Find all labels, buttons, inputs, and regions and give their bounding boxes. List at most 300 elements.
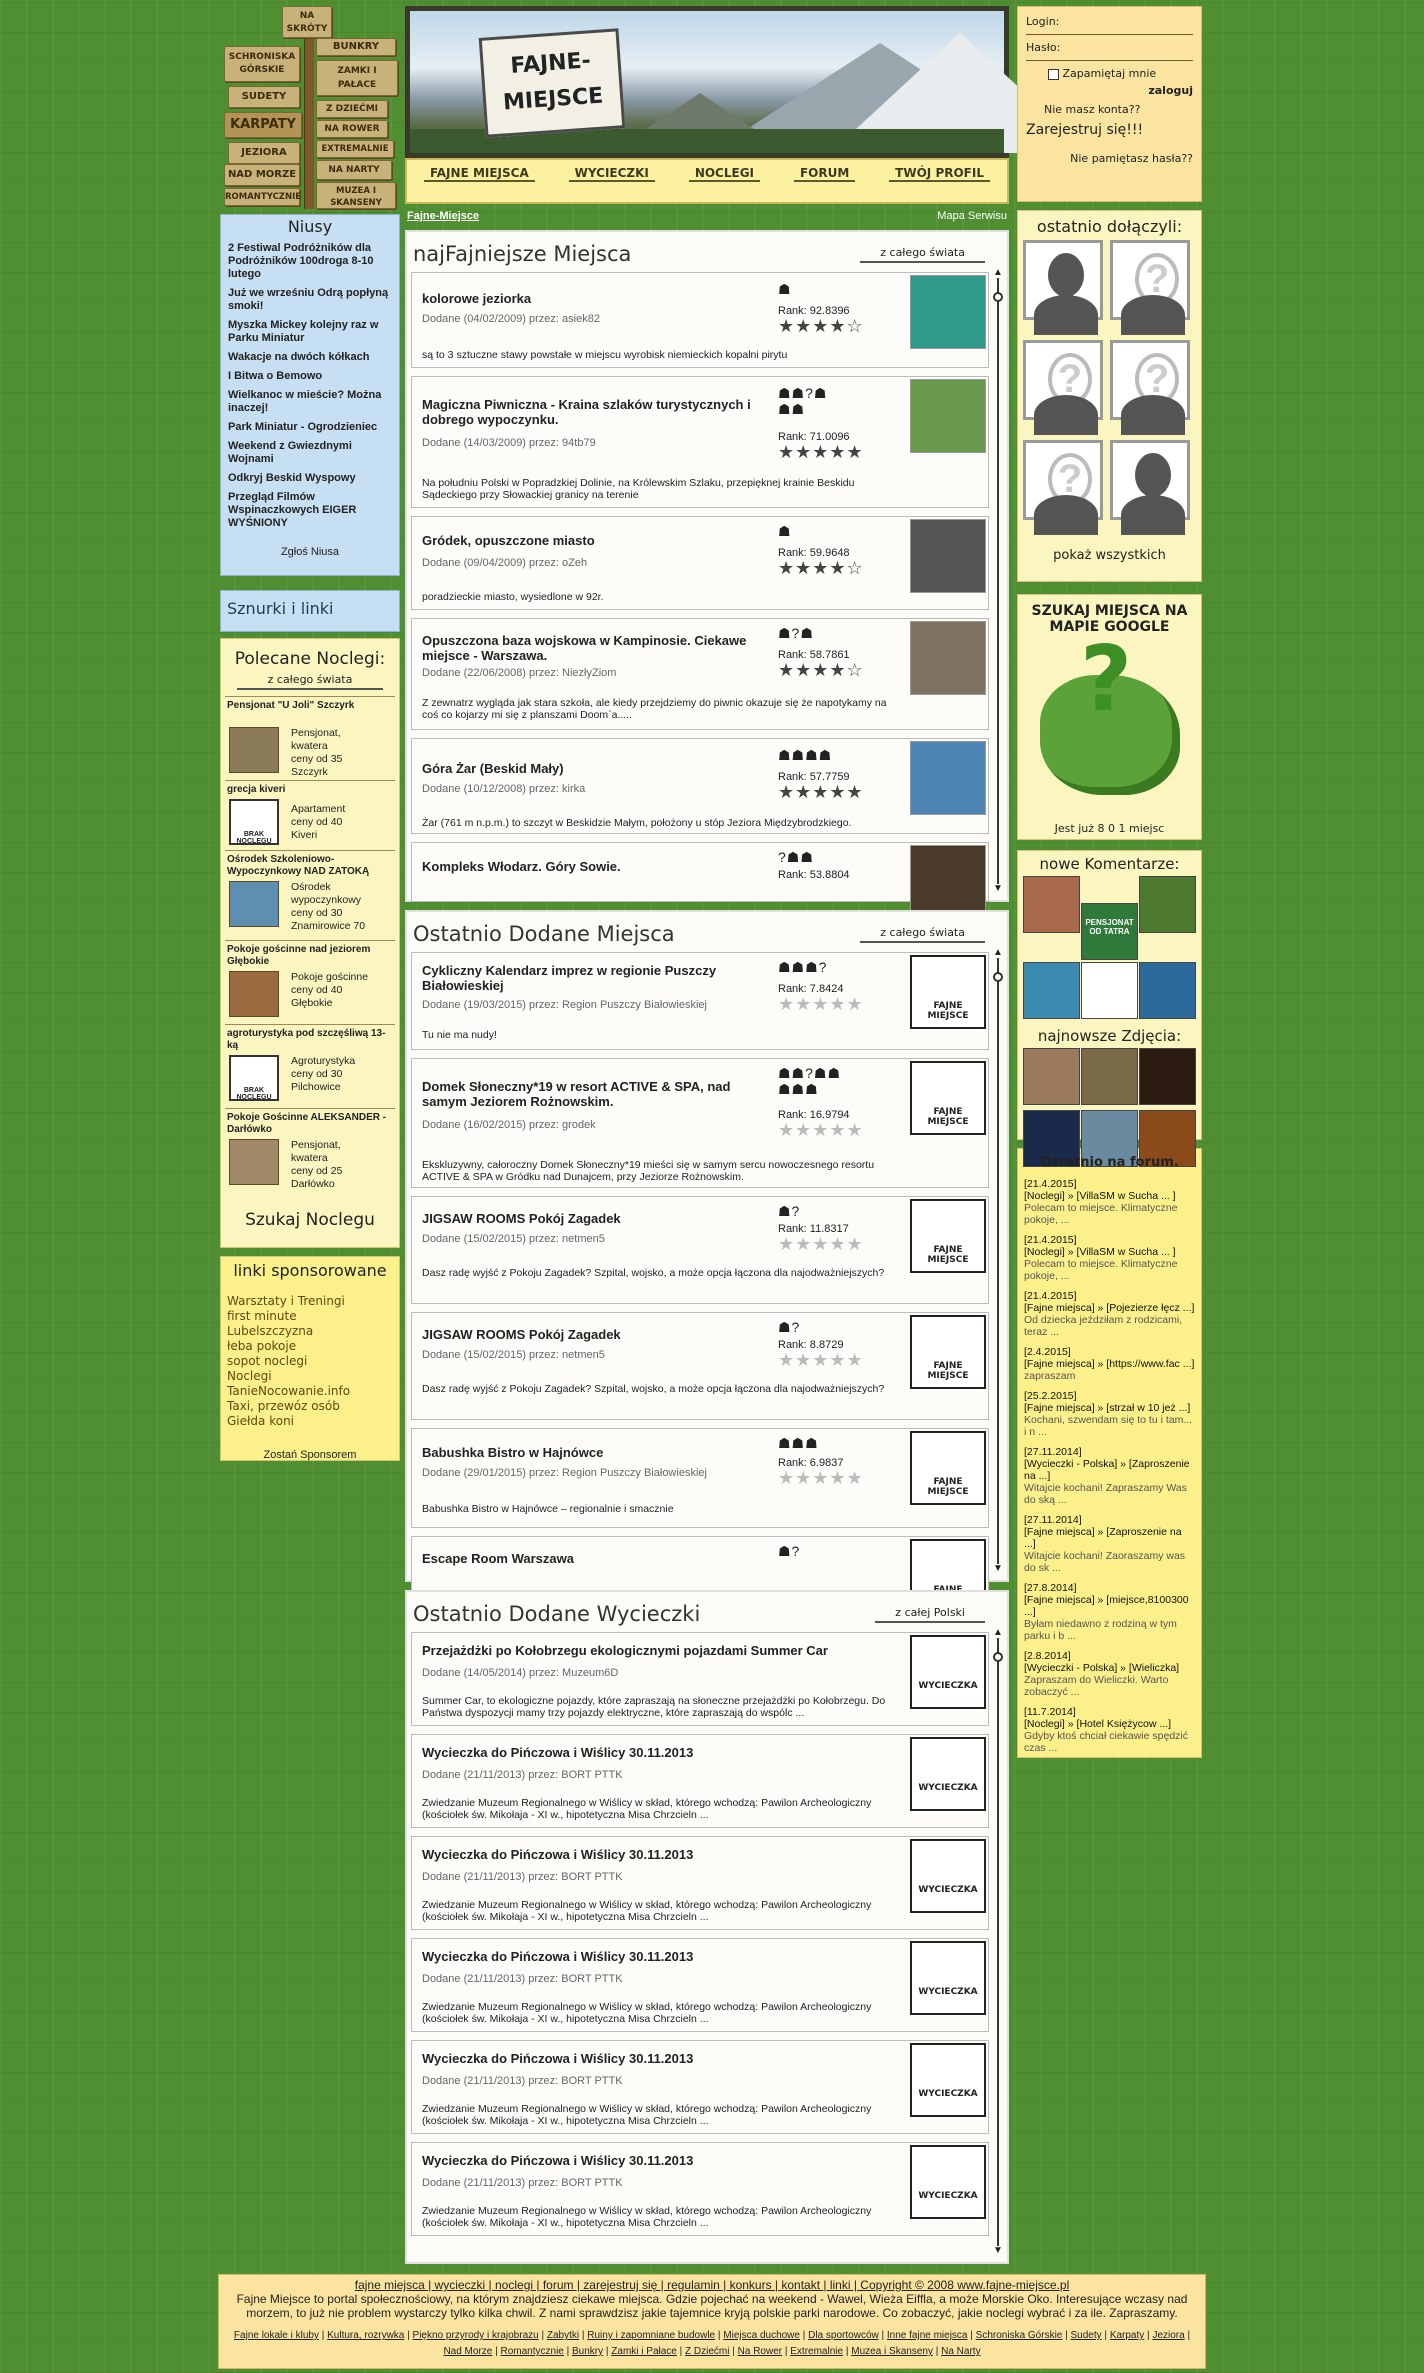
places-count: Jest już 8 0 1 miejsc (1054, 822, 1165, 835)
signpost-pole (304, 16, 314, 209)
separator: | (563, 2346, 573, 2357)
place-entry[interactable] (411, 376, 989, 508)
user-avatar[interactable] (1023, 440, 1105, 540)
sponsored-link[interactable]: Giełda koni (227, 1414, 295, 1428)
separator: | (404, 2330, 413, 2341)
lodging-item[interactable] (225, 780, 395, 850)
category-icons: ☗ (778, 281, 792, 297)
nav-sign-jeziora[interactable]: JEZIORA (228, 142, 300, 164)
nav-sign-bunkry[interactable]: BUNKRY (316, 38, 396, 56)
trip-meta: Dodane (21/11/2013) przez: BORT PTTK (422, 2075, 623, 2087)
forum-item[interactable]: [11.7.2014] [Noclegi] » [Hotel Księżycow ...] Gdyby ktoś chciał ciekawie spędzić czas ... (1024, 1706, 1188, 1754)
lodging-name: Ośrodek Szkoleniowo-Wypoczynkowy NAD ZATOKĄ (227, 854, 370, 877)
place-entry[interactable] (411, 842, 989, 902)
separator: | (538, 2330, 547, 2341)
lodging-photo (229, 971, 279, 1017)
place-entry[interactable] (411, 1196, 989, 1304)
avatar-placeholder (1110, 240, 1190, 320)
lodging-name: Pokoje gościnne nad jeziorem Głębokie (227, 944, 371, 967)
best-scrollbar[interactable]: ▲ ▼ (993, 267, 1003, 894)
footer-category-link[interactable]: Muzea i Skanseny (851, 2346, 933, 2357)
star-rating: ★★★★☆ (778, 558, 864, 578)
nav-sign-karpaty[interactable]: KARPATY (224, 112, 302, 138)
news-item[interactable]: Wielkanoc w mieście? Można inaczej! (228, 389, 382, 414)
footer-category-link[interactable]: Extremalnie (790, 2346, 844, 2357)
place-photo[interactable] (910, 275, 986, 349)
lodging-info: Ośrodek wypoczynkowy ceny od 30 Znamirowice 70 (291, 881, 366, 932)
site-footer (218, 2274, 1206, 2369)
trip-meta: Dodane (21/11/2013) przez: BORT PTTK (422, 1769, 623, 1781)
place-title[interactable]: Escape Room Warszawa (422, 1551, 574, 1566)
place-entry[interactable] (411, 618, 989, 730)
forum-item[interactable]: [21.4.2015] [Fajne miejsca] » [Pojezierze łęcz ...] Od dziecka jeździłam z rodzicami, teraz ... (1024, 1290, 1195, 1338)
separator: | (729, 2346, 738, 2357)
separator: | (1062, 2330, 1071, 2341)
separator: | (492, 2346, 501, 2357)
place-photo[interactable] (910, 379, 986, 453)
left-column (220, 214, 400, 1461)
lodging-photo (229, 727, 279, 773)
lodging-photo (229, 1139, 279, 1185)
lodging-item[interactable] (225, 850, 395, 940)
search-lodging-link[interactable]: Szukaj Noclegu (245, 1210, 375, 1230)
remember-row (1048, 67, 1193, 80)
footer-about: Fajne Miejsce to portal społecznościowy, na którym znajdziesz ciekawe miejsca. Gdzie pojechać na weekend - Wawel, Wieża Eiffla, a może Morskie Oko. Interesujące wczasy nad morzem, to już nie problem wystarczy tylko kilka chwil. Z nami sprawdzisz jakie tajemnice kryją polskie parki narodowe. Co zobaczyć, jakie noclegi wybrać i za ile. Zapraszamy. (236, 2292, 1188, 2320)
forum-item[interactable]: [27.11.2014] [Wycieczki - Polska] » [Zaproszenie na ...] Witajcie kochani! Zapraszamy Was do ską ... (1024, 1446, 1190, 1506)
login-label: Login: (1026, 15, 1060, 28)
menu-forum[interactable]: FORUM (794, 166, 855, 182)
forum-item[interactable]: [21.4.2015] [Noclegi] » [VillaSM w Sucha ... ] Polecam to miejsce. Klimatyczne pokoje, ... (1024, 1178, 1178, 1226)
avatar-placeholder (1023, 340, 1103, 420)
separator: | (579, 2330, 588, 2341)
footer-category-link[interactable]: Zamki i Pałace (611, 2346, 677, 2357)
nav-sign-sudety[interactable]: SUDETY (228, 86, 300, 108)
login-box (1017, 6, 1202, 202)
lodging-item[interactable] (225, 696, 395, 780)
place-meta: Dodane (14/03/2009) przez: 94tb79 (422, 437, 596, 449)
menu-wycieczki[interactable]: WYCIECZKI (569, 166, 655, 182)
trips-scrollbar[interactable]: ▲ ▼ (993, 1627, 1003, 2256)
latest-trips-filter[interactable]: z całej Polski (875, 1606, 985, 1623)
photo-thumb[interactable] (1139, 1048, 1196, 1105)
menu-fajne-miejsca[interactable]: FAJNE MIEJSCA (424, 166, 535, 182)
comment-thumb[interactable] (1023, 876, 1080, 933)
footer-category-link[interactable]: Fajne lokale i kluby (233, 2330, 319, 2341)
lodging-name: agroturystyka pod szczęśliwą 13-ką (227, 1028, 386, 1051)
place-desc: Tu nie ma nudy! (422, 1029, 497, 1041)
sponsored-link[interactable]: Noclegi TanieNocowanie.info (227, 1369, 351, 1398)
category-icons: ?☗☗ (778, 849, 814, 865)
category-icons: ☗☗☗☗ (778, 747, 833, 763)
trip-desc: Zwiedzanie Muzeum Regionalnego w Wiślicy w skład, którego wchodzą: Pawilon Archeologiczny (kościołek św. Mikołaja - XI w., hipotetyczna Misa Chrzcieln ... (422, 1797, 872, 1821)
comment-thumb[interactable] (1139, 876, 1196, 933)
forum-latest (1017, 1148, 1202, 1758)
separator: | (1144, 2330, 1153, 2341)
place-title[interactable]: Góra Żar (Beskid Mały) (422, 761, 564, 776)
forum-item[interactable]: [21.4.2015] [Noclegi] » [VillaSM w Sucha ... ] Polecam to miejsce. Klimatyczne pokoje, ... (1024, 1234, 1178, 1282)
place-title[interactable]: Babushka Bistro w Hajnówce (422, 1445, 604, 1460)
place-desc: poradzieckie miasto, wysiedlone w 92r. (422, 591, 604, 603)
place-title[interactable]: Opuszczona baza wojskowa w Kampinosie. Ciekawe miejsce - Warszawa. (422, 633, 747, 663)
footer-category-link[interactable]: Na Narty (941, 2346, 981, 2357)
star-rating: ★★★★★ (778, 442, 864, 462)
footer-category-link[interactable]: Na Rower (737, 2346, 783, 2357)
place-rank: Rank: 8.8729 (778, 1339, 844, 1351)
sponsored-link[interactable]: Lubelszczyzna (227, 1324, 314, 1338)
trip-placeholder[interactable]: WYCIECZKA (910, 1839, 986, 1913)
place-meta: Dodane (19/03/2015) przez: Region Puszczy Białowieskiej (422, 999, 707, 1011)
best-places-title: najFajniejsze Miejsca (413, 242, 632, 266)
place-entry[interactable] (411, 1428, 989, 1528)
place-entry[interactable] (411, 738, 989, 834)
comment-thumb[interactable] (1023, 962, 1080, 1019)
nav-sign-z-dziecmi[interactable]: Z DZIEĆMI (316, 100, 388, 118)
news-item[interactable]: Myszka Mickey kolejny raz w Parku Miniatur (228, 319, 379, 344)
sponsored-title: linki sponsorowane (233, 1261, 387, 1280)
register-link[interactable]: Zarejestruj się!!! (1026, 122, 1144, 138)
news-item[interactable]: Przegląd Filmów Wspinaczkowych EIGER WYŚNIONY (228, 491, 357, 529)
lodging-placeholder: BRAK NOCLEGU (229, 799, 279, 845)
place-meta: Dodane (09/04/2009) przez: oZeh (422, 557, 588, 569)
latest-places-title: Ostatnio Dodane Miejsca (413, 922, 675, 946)
place-photo[interactable] (910, 845, 986, 919)
trip-placeholder[interactable]: WYCIECZKA (910, 1941, 986, 2015)
photo-thumb[interactable] (1081, 1048, 1138, 1105)
report-news-link[interactable]: Zgłoś Niusa (280, 546, 340, 558)
place-desc: Dasz radę wyjść z Pokoju Zagadek? Szpital, wojsko, a może opcja łączona dla najodważniejszych? (422, 1383, 885, 1395)
main-menu (405, 158, 1009, 204)
menu-profil[interactable]: TWÓJ PROFIL (889, 166, 990, 182)
forum-item[interactable]: [2.8.2014] [Wycieczki - Polska] » [Wieliczka] Zapraszam do Wieliczki. Warto zobaczyć ... (1024, 1650, 1180, 1698)
place-title[interactable]: JIGSAW ROOMS Pokój Zagadek (422, 1327, 621, 1342)
trip-placeholder[interactable]: WYCIECZKA (910, 2145, 986, 2219)
trip-title[interactable]: Wycieczka do Pińczowa i Wiślicy 30.11.2013 (422, 2153, 694, 2168)
place-placeholder[interactable]: FAJNE MIEJSCE (910, 1061, 986, 1135)
forum-item[interactable]: [27.8.2014] [Fajne miejsca] » [miejsce,8100300 ...] Byłam niedawno z rodziną w tym parku i b ... (1024, 1582, 1189, 1642)
footer-category-link[interactable]: Zabytki (546, 2330, 580, 2341)
news-item[interactable]: Weekend z Gwiezdnymi Wojnami (228, 440, 352, 465)
comment-thumb[interactable] (1081, 962, 1138, 1019)
category-icons: ☗? (778, 1319, 801, 1335)
remember-label: Zapamiętaj mnie (1062, 67, 1157, 80)
latest-places-filter[interactable]: z całego świata (860, 926, 985, 943)
place-desc: Na południu Polski w Popradzkiej Dolinie, na Królewskim Szlaku, przepięknej krainie Beskidu Sądeckiego przy Słowackiej granicy na terenie (422, 477, 855, 501)
place-desc: są to 3 sztuczne stawy powstałe w miejscu wyrobisk niemieckich kopalni pirytu (422, 349, 788, 361)
lodging-info: Apartament ceny od 40 Kiveri (291, 803, 346, 841)
sponsored-link[interactable]: first minute (227, 1309, 297, 1323)
footer-category-link[interactable]: Ruiny i zapomniane budowle (587, 2330, 716, 2341)
password-input[interactable] (1066, 39, 1176, 54)
news-item[interactable]: Wakacje na dwóch kółkach (228, 351, 370, 363)
sponsored-link[interactable]: Taxi, przewóz osób (227, 1399, 340, 1413)
trip-title[interactable]: Przejażdżki po Kołobrzegu ekologicznymi pojazdami Summer Car (422, 1643, 828, 1658)
category-icons: ☗ (778, 523, 792, 539)
place-entry[interactable] (411, 952, 989, 1050)
lodging-info: Agroturystyka ceny od 30 Pilchowice (291, 1055, 356, 1093)
place-title[interactable]: Domek Słoneczny*19 w resort ACTIVE & SPA, nad samym Jeziorem Rożnowskim. (422, 1079, 731, 1109)
comments-title: nowe Komentarze: (1039, 855, 1180, 873)
photos-title: najnowsze Zdjęcia: (1037, 1027, 1182, 1045)
nav-sign-extremalnie[interactable]: EXTREMALNIE (316, 140, 394, 158)
separator: | (603, 2346, 612, 2357)
sponsored-link[interactable]: sopot noclegi (227, 1354, 308, 1368)
place-desc: Dasz radę wyjść z Pokoju Zagadek? Szpital, wojsko, a może opcja łączona dla najodważniejszych? (422, 1267, 885, 1279)
nav-sign-romantycznie[interactable]: ROMANTYCZNIE (224, 188, 300, 206)
breadcrumb-home[interactable]: Fajne-Miejsce (407, 210, 480, 222)
separator: | (1101, 2330, 1110, 2341)
place-placeholder[interactable]: FAJNE MIEJSCE (910, 1431, 986, 1505)
place-desc: Żar (761 m n.p.m.) to szczyt w Beskidzie Małym, położony u stóp Jeziora Międzybrodzkiego. (422, 817, 852, 829)
separator: | (318, 2330, 328, 2341)
comment-thumb[interactable]: PENSJONAT OD TATRA (1081, 903, 1138, 960)
lodging-item[interactable] (225, 1108, 395, 1204)
login-button[interactable]: zaloguj (1148, 84, 1193, 97)
star-rating: ★★★★★ (778, 782, 864, 802)
trip-meta: Dodane (14/05/2014) przez: Muzeum6D (422, 1667, 619, 1679)
lodging-info: Pensjonat, kwatera ceny od 25 Darłówko (291, 1139, 343, 1190)
footer-categories (229, 2328, 1195, 2360)
place-entry[interactable] (411, 1312, 989, 1420)
trip-placeholder[interactable]: WYCIECZKA (910, 1737, 986, 1811)
become-sponsor-link[interactable]: Zostań Sponsorem (263, 1449, 357, 1461)
place-meta: Dodane (15/02/2015) przez: netmen5 (422, 1349, 605, 1361)
forgot-password-link[interactable]: Nie pamiętasz hasła?? (1070, 152, 1193, 165)
lodging-filter[interactable]: z całego świata (237, 673, 383, 690)
menu-noclegi[interactable]: NOCLEGI (689, 166, 760, 182)
forum-item[interactable]: [27.11.2014] [Fajne miejsca] » [Zaproszenie na ...] Witajcie kochani! Zaoraszamy was do sk ... (1024, 1514, 1186, 1574)
place-placeholder[interactable]: FAJNE MIEJSCE (910, 955, 986, 1029)
place-entry[interactable] (411, 516, 989, 610)
place-placeholder[interactable]: FAJNE MIEJSCE (910, 1199, 986, 1273)
footer-category-link[interactable]: Kultura, rozrywka (327, 2330, 405, 2341)
nav-sign-nad-morze[interactable]: NAD MORZE (224, 164, 300, 186)
sitemap-link[interactable]: Mapa Serwisu (937, 210, 1007, 222)
trip-desc: Zwiedzanie Muzeum Regionalnego w Wiślicy w skład, którego wchodzą: Pawilon Archeologiczny (kościołek św. Mikołaja - XI w., hipotetyczna Misa Chrzcieln ... (422, 2103, 872, 2127)
avatar-placeholder (1110, 340, 1190, 420)
user-avatar[interactable] (1110, 340, 1192, 440)
place-desc: Z zewnatrz wygląda jak stara szkoła, ale kiedy przejdziemy do piwnic okazuje się że napotykamy na coś co kojarzy mi się z planszami Doom`a..... (422, 697, 887, 721)
nav-sign-na-narty[interactable]: NA NARTY (316, 160, 392, 180)
footer-category-link[interactable]: Bunkry (572, 2346, 604, 2357)
star-rating: ★★★★★ (778, 1350, 864, 1370)
user-avatar[interactable] (1110, 240, 1192, 340)
star-rating: ★★★★★ (778, 994, 864, 1014)
remember-checkbox[interactable] (1048, 69, 1059, 80)
footer-category-link[interactable]: Z Dziećmi (685, 2346, 730, 2357)
trip-entry[interactable] (411, 1938, 989, 2032)
lodging-item[interactable] (225, 1024, 395, 1108)
place-photo[interactable] (910, 741, 986, 815)
avatar-placeholder (1023, 440, 1103, 520)
trip-entry[interactable] (411, 1836, 989, 1930)
trip-meta: Dodane (21/11/2013) przez: BORT PTTK (422, 1871, 623, 1883)
place-title[interactable]: JIGSAW ROOMS Pokój Zagadek (422, 1211, 621, 1226)
news-item[interactable]: Odkryj Beskid Wyspowy (228, 472, 356, 484)
password-label: Hasło: (1026, 41, 1061, 54)
nav-sign-muzea[interactable]: MUZEA I SKANSENY (316, 182, 396, 209)
password-row (1026, 39, 1193, 61)
place-meta: Dodane (10/12/2008) przez: kirka (422, 783, 586, 795)
footer-category-link[interactable]: Romantycznie (500, 2346, 564, 2357)
latest-places-section (405, 910, 1009, 1582)
trip-entry[interactable] (411, 2142, 989, 2236)
trip-desc: Summer Car, to ekologiczne pojazdy, które zapraszają na słoneczne przejażdżki po Kołobrzegu. Do Państwa dyspozycji mamy trzy pojazdy elektryczne, które zapraszają do wspólc ... (422, 1695, 886, 1719)
category-icons: ☗☗☗ (778, 1435, 819, 1451)
place-rank: Rank: 57.7759 (778, 771, 850, 783)
recommended-lodging (220, 638, 400, 1248)
category-icons: ☗? (778, 1543, 801, 1559)
signpost-top: NA SKRÓTY (282, 6, 332, 38)
place-photo[interactable] (910, 519, 986, 593)
trip-placeholder[interactable]: WYCIECZKA (910, 2043, 986, 2117)
place-rank: Rank: 11.8317 (778, 1223, 849, 1235)
no-account-text: Nie masz konta?? (1044, 103, 1141, 116)
separator: | (715, 2330, 724, 2341)
news-title: Niusy (287, 217, 333, 236)
separator: | (782, 2346, 791, 2357)
trip-title[interactable]: Wycieczka do Pińczowa i Wiślicy 30.11.2013 (422, 2051, 694, 2066)
logo-line2: MIEJSCE (502, 83, 605, 116)
nav-sign-schroniska[interactable]: SCHRONISKA GÓRSKIE (224, 46, 300, 82)
user-avatar[interactable] (1023, 340, 1105, 440)
news-box (220, 214, 400, 576)
trip-title[interactable]: Wycieczka do Pińczowa i Wiślicy 30.11.2013 (422, 1745, 694, 1760)
trip-entry[interactable] (411, 1632, 989, 1726)
footer-category-link[interactable]: Miejsca duchowe (723, 2330, 800, 2341)
shortcut-signpost (220, 6, 400, 209)
user-avatar[interactable] (1110, 440, 1192, 540)
star-rating: ★★★★★ (778, 1120, 864, 1140)
forum-item[interactable]: [25.2.2015] [Fajne miejsca] » [strzał w 10 jeż ...] Kochani, szwendam się to tu i tam... i n ... (1024, 1390, 1193, 1438)
star-rating: ★★★★★ (778, 1468, 864, 1488)
place-entry[interactable] (411, 272, 989, 368)
lodging-placeholder: BRAK NOCLEGU (229, 1055, 279, 1101)
latest-scrollbar[interactable]: ▲ ▼ (993, 947, 1003, 1574)
avatar-image (1023, 240, 1103, 320)
trip-title[interactable]: Wycieczka do Pińczowa i Wiślicy 30.11.2013 (422, 1847, 694, 1862)
user-avatar[interactable] (1023, 240, 1105, 340)
footer-category-link[interactable]: Nad Morze (443, 2346, 493, 2357)
trip-entry[interactable] (411, 1734, 989, 1828)
logo-line1: FAJNE- (509, 48, 592, 79)
lodging-name: grecja kiveri (227, 784, 286, 795)
place-entry[interactable] (411, 1058, 989, 1188)
show-all-users-link[interactable]: pokaż wszystkich (1053, 548, 1166, 563)
separator: | (932, 2346, 942, 2357)
separator: | (878, 2330, 887, 2341)
footer-category-link[interactable]: Jeziora (1152, 2330, 1185, 2341)
comment-thumb[interactable] (1139, 962, 1196, 1019)
place-title[interactable]: Magiczna Piwniczna - Kraina szlaków turystycznych i dobrego wypoczynku. (422, 397, 751, 427)
site-header (405, 6, 1009, 206)
place-meta: Dodane (29/01/2015) przez: Region Puszczy Białowieskiej (422, 1467, 707, 1479)
place-placeholder[interactable]: FAJNE MIEJSCE (910, 1315, 986, 1389)
place-title[interactable]: Kompleks Włodarz. Góry Sowie. (422, 859, 621, 874)
place-rank: Rank: 58.7861 (778, 649, 850, 661)
question-icon: ? (1080, 627, 1133, 732)
forum-item[interactable]: [2.4.2015] [Fajne miejsca] » [https://www.fac ...] zapraszam (1024, 1346, 1195, 1382)
place-desc: Ekskluzywny, całoroczny Domek Słoneczny*19 mieści się w samym sercu nowoczesnego resortu ACTIVE & SPA w Gródku nad Dunajcem, przy Jeziorze Rożnowskim. (422, 1159, 875, 1183)
sponsored-link[interactable]: łeba pokoje (227, 1339, 297, 1353)
place-rank: Rank: 59.9648 (778, 547, 850, 559)
place-entry[interactable] (411, 1536, 989, 1596)
lodging-name: Pokoje Gościnne ALEKSANDER - Darłówko (227, 1112, 387, 1135)
sponsored-links (220, 1256, 400, 1461)
place-title[interactable]: kolorowe jeziorka (422, 291, 532, 306)
lodging-name: Pensjonat "U Joli" Szczyrk (227, 700, 355, 711)
sponsored-link[interactable]: Warsztaty i Treningi (227, 1294, 345, 1308)
news-item[interactable]: Park Miniatur - Ogrodzieniec (228, 421, 378, 433)
trip-placeholder[interactable]: WYCIECZKA (910, 1635, 986, 1709)
news-item[interactable]: 2 Festiwal Podróżników dla Podróżników 100droga 8-10 lutego (228, 242, 374, 280)
place-photo[interactable] (910, 621, 986, 695)
place-meta: Dodane (04/02/2009) przez: asiek82 (422, 313, 600, 325)
place-title[interactable]: Cykliczny Kalendarz imprez w regionie Puszczy Białowieskiej (422, 963, 717, 993)
footer-category-link[interactable]: Piękno przyrody i krajobrazu (412, 2330, 539, 2341)
google-map-search[interactable] (1017, 594, 1202, 840)
login-input[interactable] (1065, 13, 1175, 28)
place-rank: Rank: 16.9794 (778, 1109, 850, 1121)
best-places-filter[interactable]: z całego świata (860, 246, 985, 263)
star-rating: ★★★★★ (778, 1234, 864, 1254)
trip-title[interactable]: Wycieczka do Pińczowa i Wiślicy 30.11.2013 (422, 1949, 694, 1964)
place-rank: Rank: 92.8396 (778, 305, 850, 317)
footer-links[interactable]: fajne miejsca | wycieczki | noclegi | forum | zarejestruj się | regulamin | konkurs | kontakt | linki | Copyright © 2008 www.fajne-miejsce.pl (354, 2278, 1070, 2292)
news-item[interactable]: Już we wrześniu Odrą popłyną smoki! (228, 287, 389, 312)
lodging-item[interactable] (225, 940, 395, 1024)
star-rating: ★★★★☆ (778, 316, 864, 336)
links-banner[interactable]: Sznurki i linki (220, 590, 400, 632)
place-rank: Rank: 6.9837 (778, 1457, 844, 1469)
place-rank: Rank: 7.8424 (778, 983, 844, 995)
footer-category-link[interactable]: Inne fajne miejsca (886, 2330, 968, 2341)
avatar-image (1110, 440, 1190, 520)
place-title[interactable]: Gródek, opuszczone miasto (422, 533, 595, 548)
forum-title: Ostatnio na forum. (1040, 1155, 1179, 1170)
nav-sign-na-rower[interactable]: NA ROWER (316, 120, 388, 138)
footer-category-link[interactable]: Karpaty (1109, 2330, 1145, 2341)
site-logo[interactable] (479, 28, 626, 138)
separator: | (843, 2346, 852, 2357)
place-rank: Rank: 53.8804 (778, 869, 850, 881)
lodging-info: Pokoje gościnne ceny od 40 Głębokie (291, 971, 369, 1009)
trip-entry[interactable] (411, 2040, 989, 2134)
category-icons: ☗☗?☗☗ ☗☗☗ (778, 1065, 841, 1097)
nav-sign-zamki[interactable]: ZAMKI I PAŁACE (316, 60, 398, 96)
news-item[interactable]: I Bitwa o Bemowo (228, 370, 323, 382)
category-icons: ☗☗?☗ ☗☗ (778, 385, 828, 417)
footer-category-link[interactable]: Dla sportowców (808, 2330, 879, 2341)
place-meta: Dodane (22/06/2008) przez: NiezłyZiom (422, 667, 617, 679)
photo-thumb[interactable] (1023, 1048, 1080, 1105)
place-meta: Dodane (16/02/2015) przez: grodek (422, 1119, 596, 1131)
separator: | (799, 2330, 809, 2341)
recently-joined (1017, 210, 1202, 582)
category-icons: ☗? (778, 1203, 801, 1219)
joined-title: ostatnio dołączyli: (1036, 217, 1183, 236)
category-icons: ☗☗☗? (778, 959, 828, 975)
map-search-title: SZUKAJ MIEJSCA NA MAPIE GOOGLE (1031, 603, 1188, 635)
trip-desc: Zwiedzanie Muzeum Regionalnego w Wiślicy w skład, którego wchodzą: Pawilon Archeologiczny (kościołek św. Mikołaja - XI w., hipotetyczna Misa Chrzcieln ... (422, 2001, 872, 2025)
lodging-photo (229, 881, 279, 927)
header-banner (405, 6, 1009, 158)
separator: | (1184, 2330, 1191, 2341)
footer-category-link[interactable]: Schroniska Górskie (975, 2330, 1063, 2341)
place-desc: Babushka Bistro w Hajnówce – regionalnie i smacznie (422, 1503, 674, 1515)
footer-category-link[interactable]: Sudety (1070, 2330, 1102, 2341)
latest-trips-section (405, 1590, 1009, 2264)
separator: | (967, 2330, 976, 2341)
